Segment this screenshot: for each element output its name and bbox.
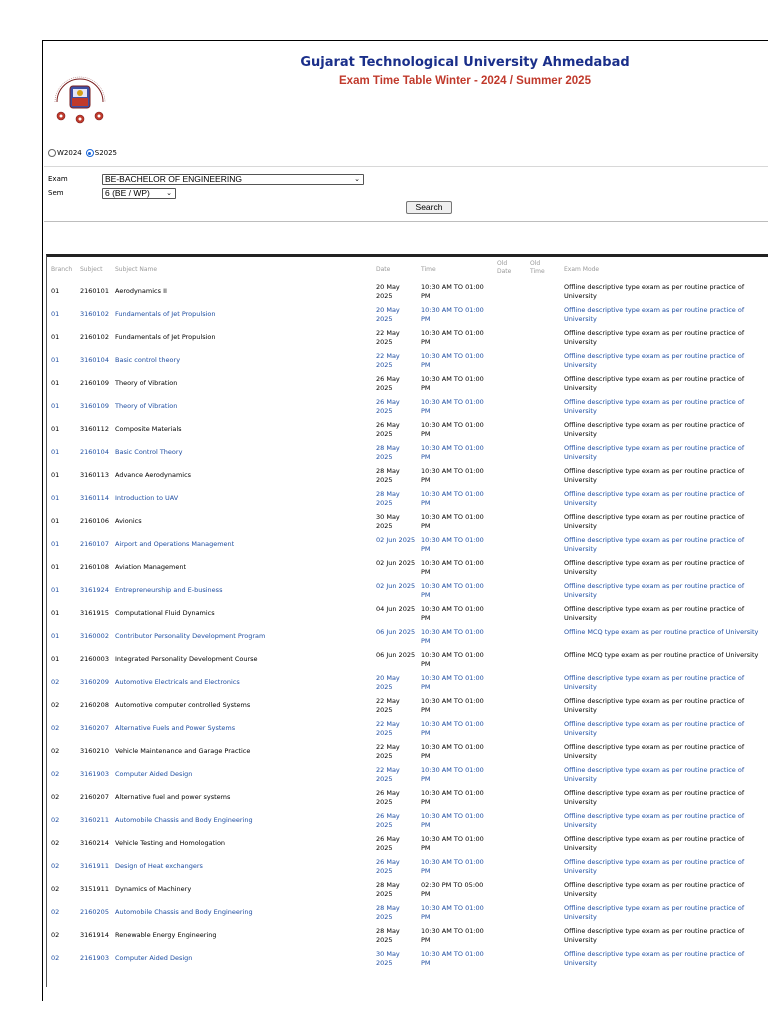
- cell-time: 10:30 AM TO 01:00 PM: [421, 858, 484, 875]
- cell-branch: 01: [51, 310, 60, 318]
- radio-s2025[interactable]: [86, 149, 94, 157]
- cell-subject-code: 3160207: [80, 724, 109, 732]
- divider: [44, 221, 768, 222]
- cell-subject-name: Vehicle Maintenance and Garage Practice: [115, 747, 251, 755]
- cell-subject-name: Airport and Operations Management: [115, 540, 235, 548]
- cell-exam-mode: Offline descriptive type exam as per routine practice of University: [564, 766, 745, 783]
- table-row: [0, 740, 768, 763]
- cell-time: 02:30 PM TO 05:00 PM: [421, 881, 484, 898]
- table-row: [0, 924, 768, 947]
- cell-subject-code: 3160211: [80, 816, 109, 824]
- cell-subject-name: Basic control theory: [115, 356, 181, 364]
- cell-branch: 01: [51, 609, 60, 617]
- cell-date: 28 May 2025: [376, 467, 400, 484]
- table-row: [0, 947, 768, 970]
- radio-s2025-label: S2025: [94, 149, 118, 157]
- cell-subject-code: 3160209: [80, 678, 109, 686]
- table-row: [0, 556, 768, 579]
- table-row: [0, 372, 768, 395]
- cell-time: 10:30 AM TO 01:00 PM: [421, 283, 484, 300]
- cell-branch: 02: [51, 931, 60, 939]
- cell-exam-mode: Offline descriptive type exam as per routine practice of University: [564, 835, 745, 852]
- cell-date: 22 May 2025: [376, 720, 400, 737]
- table-row: [0, 579, 768, 602]
- cell-subject-name: Computer Aided Design: [115, 770, 193, 778]
- cell-branch: 02: [51, 885, 60, 893]
- cell-date: 26 May 2025: [376, 858, 400, 875]
- cell-subject-code: 3161924: [80, 586, 109, 594]
- cell-subject-code: 3161903: [80, 770, 109, 778]
- cell-time: 10:30 AM TO 01:00 PM: [421, 421, 484, 438]
- col-header-subject: Subject: [80, 266, 103, 273]
- cell-subject-code: 3160104: [80, 356, 109, 364]
- cell-date: 02 Jun 2025: [376, 536, 416, 544]
- table-row: [0, 510, 768, 533]
- table-row: [0, 418, 768, 441]
- cell-branch: 01: [51, 586, 60, 594]
- col-header-date: Date: [376, 266, 391, 273]
- cell-time: 10:30 AM TO 01:00 PM: [421, 927, 484, 944]
- cell-exam-mode: Offline descriptive type exam as per routine practice of University: [564, 858, 745, 875]
- cell-subject-code: 2160003: [80, 655, 109, 663]
- cell-date: 28 May 2025: [376, 490, 400, 507]
- cell-exam-mode: Offline descriptive type exam as per routine practice of University: [564, 398, 745, 415]
- cell-date: 26 May 2025: [376, 789, 400, 806]
- cell-time: 10:30 AM TO 01:00 PM: [421, 582, 484, 599]
- cell-subject-code: 3161914: [80, 931, 109, 939]
- cell-subject-code: 3160112: [80, 425, 109, 433]
- table-row: [0, 671, 768, 694]
- cell-exam-mode: Offline descriptive type exam as per routine practice of University: [564, 329, 745, 346]
- sem-label: Sem: [48, 189, 64, 197]
- col-header-time: Time: [421, 266, 436, 273]
- cell-branch: 02: [51, 770, 60, 778]
- table-row: [0, 901, 768, 924]
- cell-time: 10:30 AM TO 01:00 PM: [421, 490, 484, 507]
- cell-subject-name: Aerodynamics II: [115, 287, 167, 295]
- cell-subject-name: Vehicle Testing and Homologation: [115, 839, 226, 847]
- radio-w2024-label: W2024: [57, 149, 82, 157]
- cell-time: 10:30 AM TO 01:00 PM: [421, 444, 484, 461]
- exam-timetable-title: Exam Time Table Winter - 2024 / Summer 2025: [339, 75, 591, 87]
- cell-branch: 02: [51, 908, 60, 916]
- cell-subject-code: 2160107: [80, 540, 109, 548]
- cell-subject-name: Automobile Chassis and Body Engineering: [115, 816, 253, 824]
- cell-exam-mode: Offline descriptive type exam as per routine practice of University: [564, 375, 745, 392]
- cell-time: 10:30 AM TO 01:00 PM: [421, 835, 484, 852]
- col-header-old-date: Old Date: [497, 260, 512, 275]
- cell-branch: 01: [51, 402, 60, 410]
- cell-subject-name: Fundamentals of Jet Propulsion: [115, 333, 216, 341]
- cell-subject-name: Automotive computer controlled Systems: [115, 701, 251, 709]
- cell-subject-code: 2160104: [80, 448, 109, 456]
- cell-date: 26 May 2025: [376, 375, 400, 392]
- cell-branch: 02: [51, 862, 60, 870]
- cell-branch: 02: [51, 816, 60, 824]
- table-row: [0, 326, 768, 349]
- cell-subject-name: Dynamics of Machinery: [115, 885, 192, 893]
- cell-time: 10:30 AM TO 01:00 PM: [421, 628, 484, 645]
- cell-date: 06 Jun 2025: [376, 628, 416, 636]
- cell-branch: 01: [51, 448, 60, 456]
- cell-date: 20 May 2025: [376, 283, 400, 300]
- divider: [44, 166, 768, 167]
- cell-exam-mode: Offline descriptive type exam as per routine practice of University: [564, 513, 745, 530]
- cell-exam-mode: Offline descriptive type exam as per routine practice of University: [564, 950, 745, 967]
- cell-time: 10:30 AM TO 01:00 PM: [421, 605, 484, 622]
- cell-subject-name: Automobile Chassis and Body Engineering: [115, 908, 253, 916]
- cell-subject-name: Theory of Vibration: [115, 402, 178, 410]
- table-row: [0, 464, 768, 487]
- cell-subject-code: 2161903: [80, 954, 109, 962]
- cell-exam-mode: Offline MCQ type exam as per routine practice of University: [564, 628, 759, 636]
- cell-subject-code: 3160114: [80, 494, 109, 502]
- cell-exam-mode: Offline descriptive type exam as per routine practice of University: [564, 582, 745, 599]
- cell-branch: 02: [51, 678, 60, 686]
- col-header-branch: Branch: [51, 266, 73, 273]
- cell-subject-code: 3160210: [80, 747, 109, 755]
- cell-date: 22 May 2025: [376, 352, 400, 369]
- cell-branch: 02: [51, 954, 60, 962]
- cell-branch: 01: [51, 540, 60, 548]
- cell-subject-code: 2160109: [80, 379, 109, 387]
- table-row: [0, 786, 768, 809]
- exam-select-value: BE-BACHELOR OF ENGINEERING: [105, 174, 242, 184]
- cell-subject-code: 3151911: [80, 885, 109, 893]
- cell-branch: 01: [51, 517, 60, 525]
- cell-subject-name: Alternative Fuels and Power Systems: [115, 724, 236, 732]
- cell-date: 30 May 2025: [376, 950, 400, 967]
- cell-subject-code: 2160106: [80, 517, 109, 525]
- cell-date: 22 May 2025: [376, 329, 400, 346]
- cell-subject-code: 2160205: [80, 908, 109, 916]
- cell-branch: 01: [51, 333, 60, 341]
- cell-subject-code: 3161911: [80, 862, 109, 870]
- cell-time: 10:30 AM TO 01:00 PM: [421, 536, 484, 553]
- cell-subject-name: Computational Fluid Dynamics: [115, 609, 215, 617]
- cell-time: 10:30 AM TO 01:00 PM: [421, 651, 484, 668]
- sem-select[interactable]: [102, 188, 176, 199]
- cell-time: 10:30 AM TO 01:00 PM: [421, 812, 484, 829]
- table-row: [0, 832, 768, 855]
- cell-subject-name: Computer Aided Design: [115, 954, 193, 962]
- cell-date: 28 May 2025: [376, 444, 400, 461]
- cell-branch: 01: [51, 563, 60, 571]
- cell-date: 30 May 2025: [376, 513, 400, 530]
- cell-time: 10:30 AM TO 01:00 PM: [421, 697, 484, 714]
- cell-exam-mode: Offline descriptive type exam as per routine practice of University: [564, 352, 745, 369]
- cell-date: 02 Jun 2025: [376, 582, 416, 590]
- cell-date: 20 May 2025: [376, 674, 400, 691]
- col-header-subject-name: Subject Name: [115, 266, 158, 273]
- cell-time: 10:30 AM TO 01:00 PM: [421, 674, 484, 691]
- sem-select-value: 6 (BE / WP): [105, 188, 150, 198]
- cell-branch: 01: [51, 356, 60, 364]
- cell-time: 10:30 AM TO 01:00 PM: [421, 398, 484, 415]
- cell-exam-mode: Offline descriptive type exam as per routine practice of University: [564, 306, 745, 323]
- table-row: [0, 441, 768, 464]
- cell-exam-mode: Offline descriptive type exam as per routine practice of University: [564, 467, 745, 484]
- radio-w2024[interactable]: [48, 149, 56, 157]
- table-row: [0, 303, 768, 326]
- table-row: [0, 395, 768, 418]
- cell-date: 22 May 2025: [376, 766, 400, 783]
- col-header-old-time: Old Time: [530, 260, 545, 275]
- cell-exam-mode: Offline descriptive type exam as per routine practice of University: [564, 536, 745, 553]
- cell-date: 28 May 2025: [376, 904, 400, 921]
- university-title: Gujarat Technological University Ahmedabad: [300, 55, 630, 70]
- cell-time: 10:30 AM TO 01:00 PM: [421, 559, 484, 576]
- table-row: [0, 717, 768, 740]
- cell-exam-mode: Offline descriptive type exam as per routine practice of University: [564, 812, 745, 829]
- cell-branch: 01: [51, 379, 60, 387]
- cell-date: 04 Jun 2025: [376, 605, 416, 613]
- university-seal-logo: [49, 72, 111, 124]
- table-row: [0, 625, 768, 648]
- table-row: [0, 763, 768, 786]
- cell-date: 22 May 2025: [376, 697, 400, 714]
- cell-subject-name: Alternative fuel and power systems: [115, 793, 231, 801]
- cell-subject-name: Fundamentals of Jet Propulsion: [115, 310, 216, 318]
- cell-branch: 02: [51, 747, 60, 755]
- search-button[interactable]: Search: [406, 201, 452, 214]
- cell-subject-code: 2160102: [80, 333, 109, 341]
- cell-subject-code: 3160113: [80, 471, 109, 479]
- cell-branch: 01: [51, 632, 60, 640]
- cell-exam-mode: Offline descriptive type exam as per routine practice of University: [564, 720, 745, 737]
- col-header-exam-mode: Exam Mode: [564, 266, 600, 273]
- cell-subject-name: Renewable Energy Engineering: [115, 931, 217, 939]
- exam-label: Exam: [48, 175, 68, 183]
- cell-time: 10:30 AM TO 01:00 PM: [421, 789, 484, 806]
- cell-subject-code: 3160214: [80, 839, 109, 847]
- table-row: [0, 487, 768, 510]
- cell-time: 10:30 AM TO 01:00 PM: [421, 375, 484, 392]
- cell-time: 10:30 AM TO 01:00 PM: [421, 467, 484, 484]
- cell-subject-name: Theory of Vibration: [115, 379, 178, 387]
- cell-date: 22 May 2025: [376, 743, 400, 760]
- cell-exam-mode: Offline MCQ type exam as per routine practice of University: [564, 651, 759, 659]
- cell-subject-code: 2160207: [80, 793, 109, 801]
- cell-subject-name: Composite Materials: [115, 425, 182, 433]
- cell-subject-name: Integrated Personality Development Course: [115, 655, 258, 663]
- cell-subject-name: Basic Control Theory: [115, 448, 183, 456]
- cell-subject-name: Contributor Personality Development Program: [115, 632, 266, 640]
- cell-subject-name: Automotive Electricals and Electronics: [115, 678, 240, 686]
- cell-subject-code: 3160102: [80, 310, 109, 318]
- chevron-down-icon: ⌄: [166, 190, 172, 197]
- cell-branch: 01: [51, 494, 60, 502]
- cell-exam-mode: Offline descriptive type exam as per routine practice of University: [564, 559, 745, 576]
- cell-time: 10:30 AM TO 01:00 PM: [421, 904, 484, 921]
- cell-date: 28 May 2025: [376, 881, 400, 898]
- cell-subject-name: Advance Aerodynamics: [115, 471, 192, 479]
- cell-exam-mode: Offline descriptive type exam as per routine practice of University: [564, 697, 745, 714]
- cell-subject-code: 3161915: [80, 609, 109, 617]
- cell-time: 10:30 AM TO 01:00 PM: [421, 352, 484, 369]
- cell-time: 10:30 AM TO 01:00 PM: [421, 329, 484, 346]
- cell-branch: 01: [51, 471, 60, 479]
- exam-select[interactable]: [102, 174, 364, 185]
- cell-time: 10:30 AM TO 01:00 PM: [421, 513, 484, 530]
- cell-subject-name: Avionics: [115, 517, 142, 525]
- cell-subject-name: Entrepreneurship and E-business: [115, 586, 223, 594]
- cell-date: 20 May 2025: [376, 306, 400, 323]
- cell-exam-mode: Offline descriptive type exam as per routine practice of University: [564, 490, 745, 507]
- cell-exam-mode: Offline descriptive type exam as per routine practice of University: [564, 743, 745, 760]
- cell-date: 06 Jun 2025: [376, 651, 416, 659]
- cell-exam-mode: Offline descriptive type exam as per routine practice of University: [564, 927, 745, 944]
- chevron-down-icon: ⌄: [354, 176, 360, 183]
- cell-subject-code: 2160208: [80, 701, 109, 709]
- table-row: [0, 602, 768, 625]
- cell-exam-mode: Offline descriptive type exam as per routine practice of University: [564, 789, 745, 806]
- table-row: [0, 280, 768, 303]
- cell-time: 10:30 AM TO 01:00 PM: [421, 720, 484, 737]
- cell-subject-name: Design of Heat exchangers: [115, 862, 203, 870]
- table-row: [0, 349, 768, 372]
- cell-subject-code: 2160101: [80, 287, 109, 295]
- cell-branch: 01: [51, 425, 60, 433]
- cell-exam-mode: Offline descriptive type exam as per routine practice of University: [564, 881, 745, 898]
- cell-branch: 02: [51, 839, 60, 847]
- cell-exam-mode: Offline descriptive type exam as per routine practice of University: [564, 283, 745, 300]
- cell-subject-code: 2160108: [80, 563, 109, 571]
- table-row: [0, 648, 768, 671]
- cell-time: 10:30 AM TO 01:00 PM: [421, 306, 484, 323]
- cell-branch: 01: [51, 655, 60, 663]
- session-radio-group: [48, 149, 121, 157]
- cell-date: 02 Jun 2025: [376, 559, 416, 567]
- cell-exam-mode: Offline descriptive type exam as per routine practice of University: [564, 444, 745, 461]
- table-row: [0, 878, 768, 901]
- cell-branch: 01: [51, 287, 60, 295]
- cell-date: 28 May 2025: [376, 927, 400, 944]
- cell-date: 26 May 2025: [376, 835, 400, 852]
- cell-date: 26 May 2025: [376, 812, 400, 829]
- cell-time: 10:30 AM TO 01:00 PM: [421, 766, 484, 783]
- cell-exam-mode: Offline descriptive type exam as per routine practice of University: [564, 605, 745, 622]
- cell-branch: 02: [51, 701, 60, 709]
- cell-date: 26 May 2025: [376, 421, 400, 438]
- table-row: [0, 694, 768, 717]
- cell-subject-name: Introduction to UAV: [115, 494, 179, 502]
- cell-time: 10:30 AM TO 01:00 PM: [421, 743, 484, 760]
- cell-exam-mode: Offline descriptive type exam as per routine practice of University: [564, 421, 745, 438]
- cell-exam-mode: Offline descriptive type exam as per routine practice of University: [564, 904, 745, 921]
- cell-branch: 02: [51, 793, 60, 801]
- table-row: [0, 809, 768, 832]
- cell-time: 10:30 AM TO 01:00 PM: [421, 950, 484, 967]
- table-row: [0, 533, 768, 556]
- cell-branch: 02: [51, 724, 60, 732]
- cell-subject-code: 3160109: [80, 402, 109, 410]
- cell-exam-mode: Offline descriptive type exam as per routine practice of University: [564, 674, 745, 691]
- cell-subject-code: 3160002: [80, 632, 109, 640]
- cell-subject-name: Aviation Management: [115, 563, 187, 571]
- table-row: [0, 855, 768, 878]
- cell-date: 26 May 2025: [376, 398, 400, 415]
